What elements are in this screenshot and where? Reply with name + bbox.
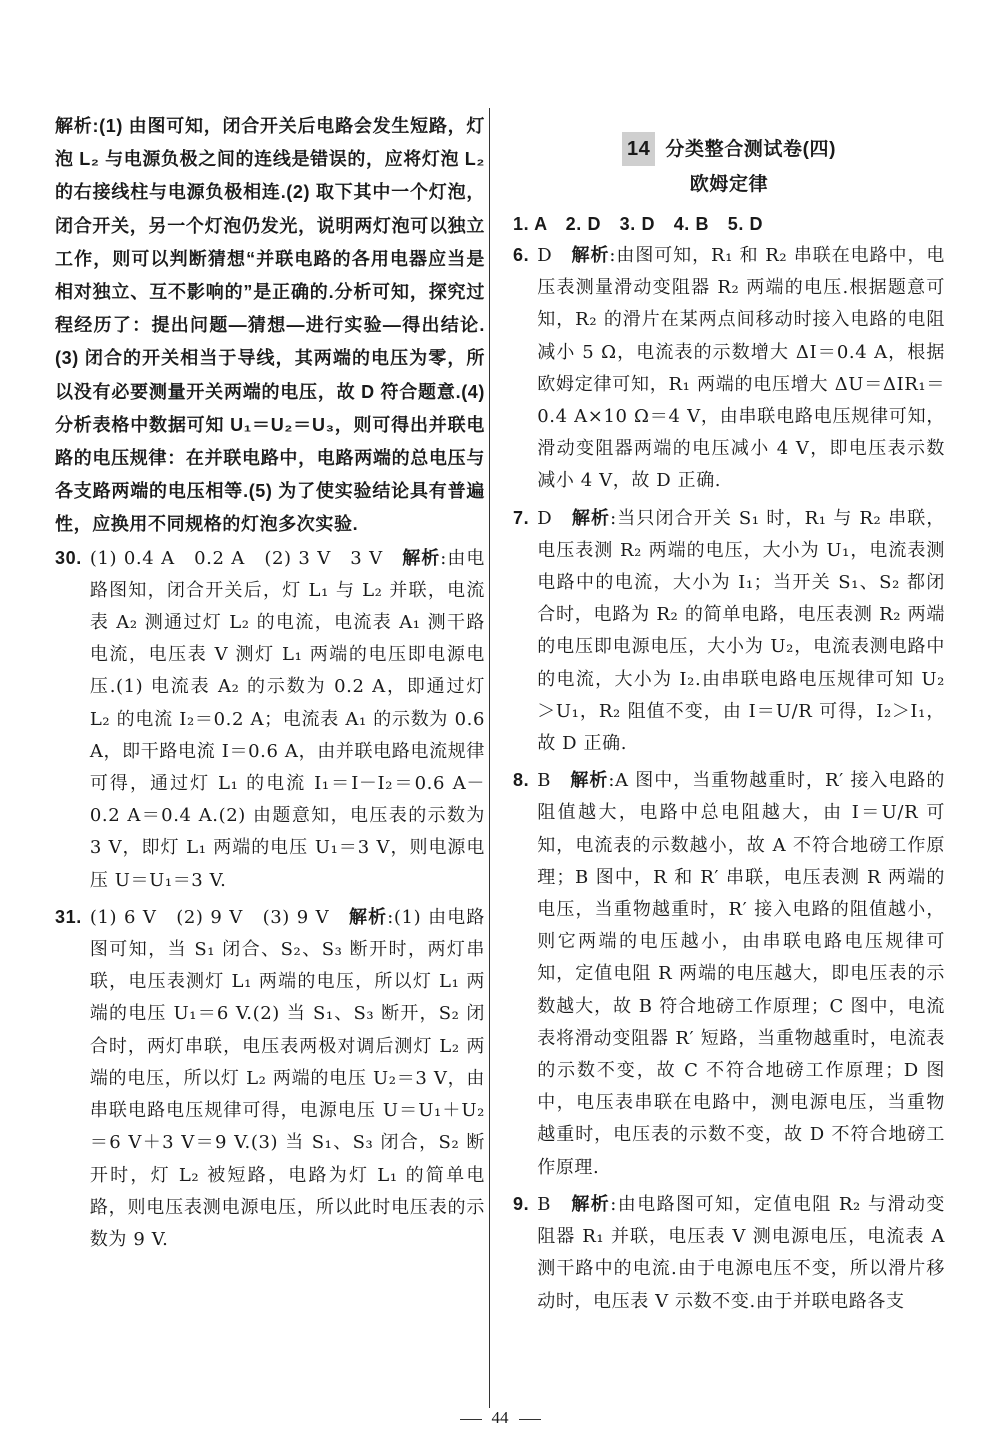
dash-right [519,1419,541,1420]
answer-text: B [537,770,571,792]
solution-29-continuation [55,110,485,542]
left-column [55,110,485,1260]
analysis-label: 解析 [571,507,611,528]
analysis-text: :(1) 由电路图可知，当 S₁ 闭合、S₂、S₃ 断开时，两灯串联，电压表测灯 L₁ 两端的电压，所以灯 L₁ 两端的电压 U₁＝6 V.(2) 当 S₁、S₃ 断开，S₂ 闭合时，两灯串联，电压表两极对调后测灯 L₂ 两端的电压，所以灯 L₂ 两端的电压 U₂＝3 V，由串联电路电压规律可得，电源电压 U＝U₁＋U₂＝6 V＋3 V＝9 V.(3) 当 S₁、S₃ 闭合，S₂ 断开时，灯 L₂ 被短路，电路为灯 L₁ 的简单电路，则电压表测电源电压，所以此时电压表的示数为 9 V. [89,906,485,1250]
question-body [537,502,945,761]
question-30 [55,542,485,897]
question-number: 6. [513,245,530,265]
analysis-text: :A 图中，当重物越重时，R′ 接入电路的阻值越大，电路中总电阻越大，由 I＝U/R 可知，电流表的示数越小，故 A 不符合地磅工作原理；B 图中，R 和 R′ 串联，电压表测 R 两端的电压，当重物越重时，R′ 接入电路的阻值越小，则它两端的电压越小，由串联电路电压规律可知，定值电阻 R 两端的电压越大，即电压表的示数越大，故 B 符合地磅工作原理；C 图中，电流表将滑动变阻器 R′ 短路，当重物越重时，电流表的示数不变，故 C 不符合地磅工作原理；D 图中，电压表串联在电路中，测电源电压，当重物越重时，电压表的示数不变，故 D 不符合地磅工作原理. [537,770,946,1178]
question-number: 8. [513,770,530,791]
answer-text: B [537,1193,572,1215]
section-subtitle: 欧姆定律 [689,174,769,195]
analysis-text: :由电路图可知，定值电阻 R₂ 与滑动变阻器 R₁ 并联，电压表 V 测电源电压，电流表 A 测干路中的电流.由于电源电压不变，所以滑片移动时，电压表 V 示数不变.由于并联电路各支 [537,1193,945,1312]
answer-text: D [537,507,572,529]
question-number: 30. [55,547,82,568]
answer-text: (1) 6 V (2) 9 V (3) 9 V [89,906,349,928]
question-body [537,764,945,1184]
question-31 [55,901,485,1256]
dash-left [460,1419,482,1420]
question-body [90,901,485,1256]
question-number: 31. [55,906,82,927]
question-number: 7. [513,507,530,528]
question-body [90,542,485,897]
analysis-text: :由电路图知，闭合开关后，灯 L₁ 与 L₂ 并联，电流表 A₂ 测通过灯 L₂ 的电流，电流表 A₁ 测干路电流，电压表 V 测灯 L₁ 两端的电压即电源电压.(1) 电流表 A₂ 的示数为 0.2 A，即通过灯 L₂ 的电流 I₂＝0.2 A；电流表 A₁ 的示数为 0.6 A，即干路电流 I＝0.6 A，由并联电路电流规律可得，通过灯 L₁ 的电流 I₁＝I－I₂＝0.6 A－0.2 A＝0.4 A.(2) 由题意知，电压表的示数为 3 V，即灯 L₁ 两端的电压 U₁＝3 V，则电源电压 U＝U₁＝3 V. [89,547,485,891]
question-number: 9. [513,1193,530,1214]
question-7 [513,502,945,761]
answers-line: 1. A 2. D 3. D 4. B 5. D [513,214,764,234]
question-6 [513,239,945,498]
analysis-text: :当只闭合开关 S₁ 时，R₁ 与 R₂ 串联，电压表测 R₂ 两端的电压，大小为 U₁，电流表测电路中的电流，大小为 I₁；当开关 S₁、S₂ 都闭合时，电路为 R₂ 的简单电路，电压表测 R₂ 两端的电压即电源电压，大小为 U₂，电流表测电路中的电流，大小为 I₂.由串联电路电压规律可知 U₂＞U₁，R₂ 阻值不变，由 I＝U/R 可得，I₂＞I₁，故 D 正确. [537,507,946,755]
right-column [513,132,945,1322]
analysis-label: 解析 [571,1193,611,1214]
column-divider [489,108,490,1408]
analysis-label: 解析 [571,245,610,265]
analysis-label: 解析 [348,906,388,927]
question-8 [513,764,945,1184]
analysis-label: 解析 [570,770,609,791]
analysis-label: 解析 [402,547,441,568]
section-title-text: 分类整合测试卷(四) [665,139,837,160]
analysis-text: 解析:(1) 由图可知，闭合开关后电路会发生短路，灯泡 L₂ 与电源负极之间的连线是错误的，应将灯泡 L₂ 的右接线柱与电源负极相连.(2) 取下其中一个灯泡，闭合开关，另一个灯泡仍发光，说明两灯泡可以独立工作，则可以判断猜想“并联电路的各用电器应当是相对独立、互不影响的”是正确的.分析可知，探究过程经历了：提出问题—猜想—进行实验—得出结论.(3) 闭合的开关相当于导线，其两端的电压为零，所以没有必要测量开关两端的电压，故 D 符合题意.(4) 分析表格中数据可知 U₁＝U₂＝U₃，则可得出并联电路的电压规律：在并联电路中，电路两端的总电压与各支路两端的电压相等.(5) 为了使实验结论具有普遍性，应换用不同规格的灯泡多次实验. [55,116,485,535]
section-number-badge: 14 [622,132,655,166]
question-body [537,1188,945,1318]
analysis-text: :由图可知，R₁ 和 R₂ 串联在电路中，电压表测量滑动变阻器 R₂ 两端的电压.根据题意可知，R₂ 的滑片在某两点间移动时接入电路的电阻减小 5 Ω，电流表的示数增大 ΔI＝0.4 A，根据欧姆定律可知，R₁ 两端的电压增大 ΔU＝ΔIR₁＝0.4 A×10 Ω＝4 V，由串联电路电压规律可知，滑动变阻器两端的电压减小 4 V，即电压表示数减小 4 V，故 D 正确. [537,245,945,492]
question-9 [513,1188,945,1318]
page-number-text: 44 [491,1408,509,1427]
page-number [0,1408,1000,1428]
answer-text: (1) 0.4 A 0.2 A (2) 3 V 3 V [89,547,403,569]
question-body [537,239,945,498]
answer-text: D [537,245,572,266]
section-title [513,132,945,167]
